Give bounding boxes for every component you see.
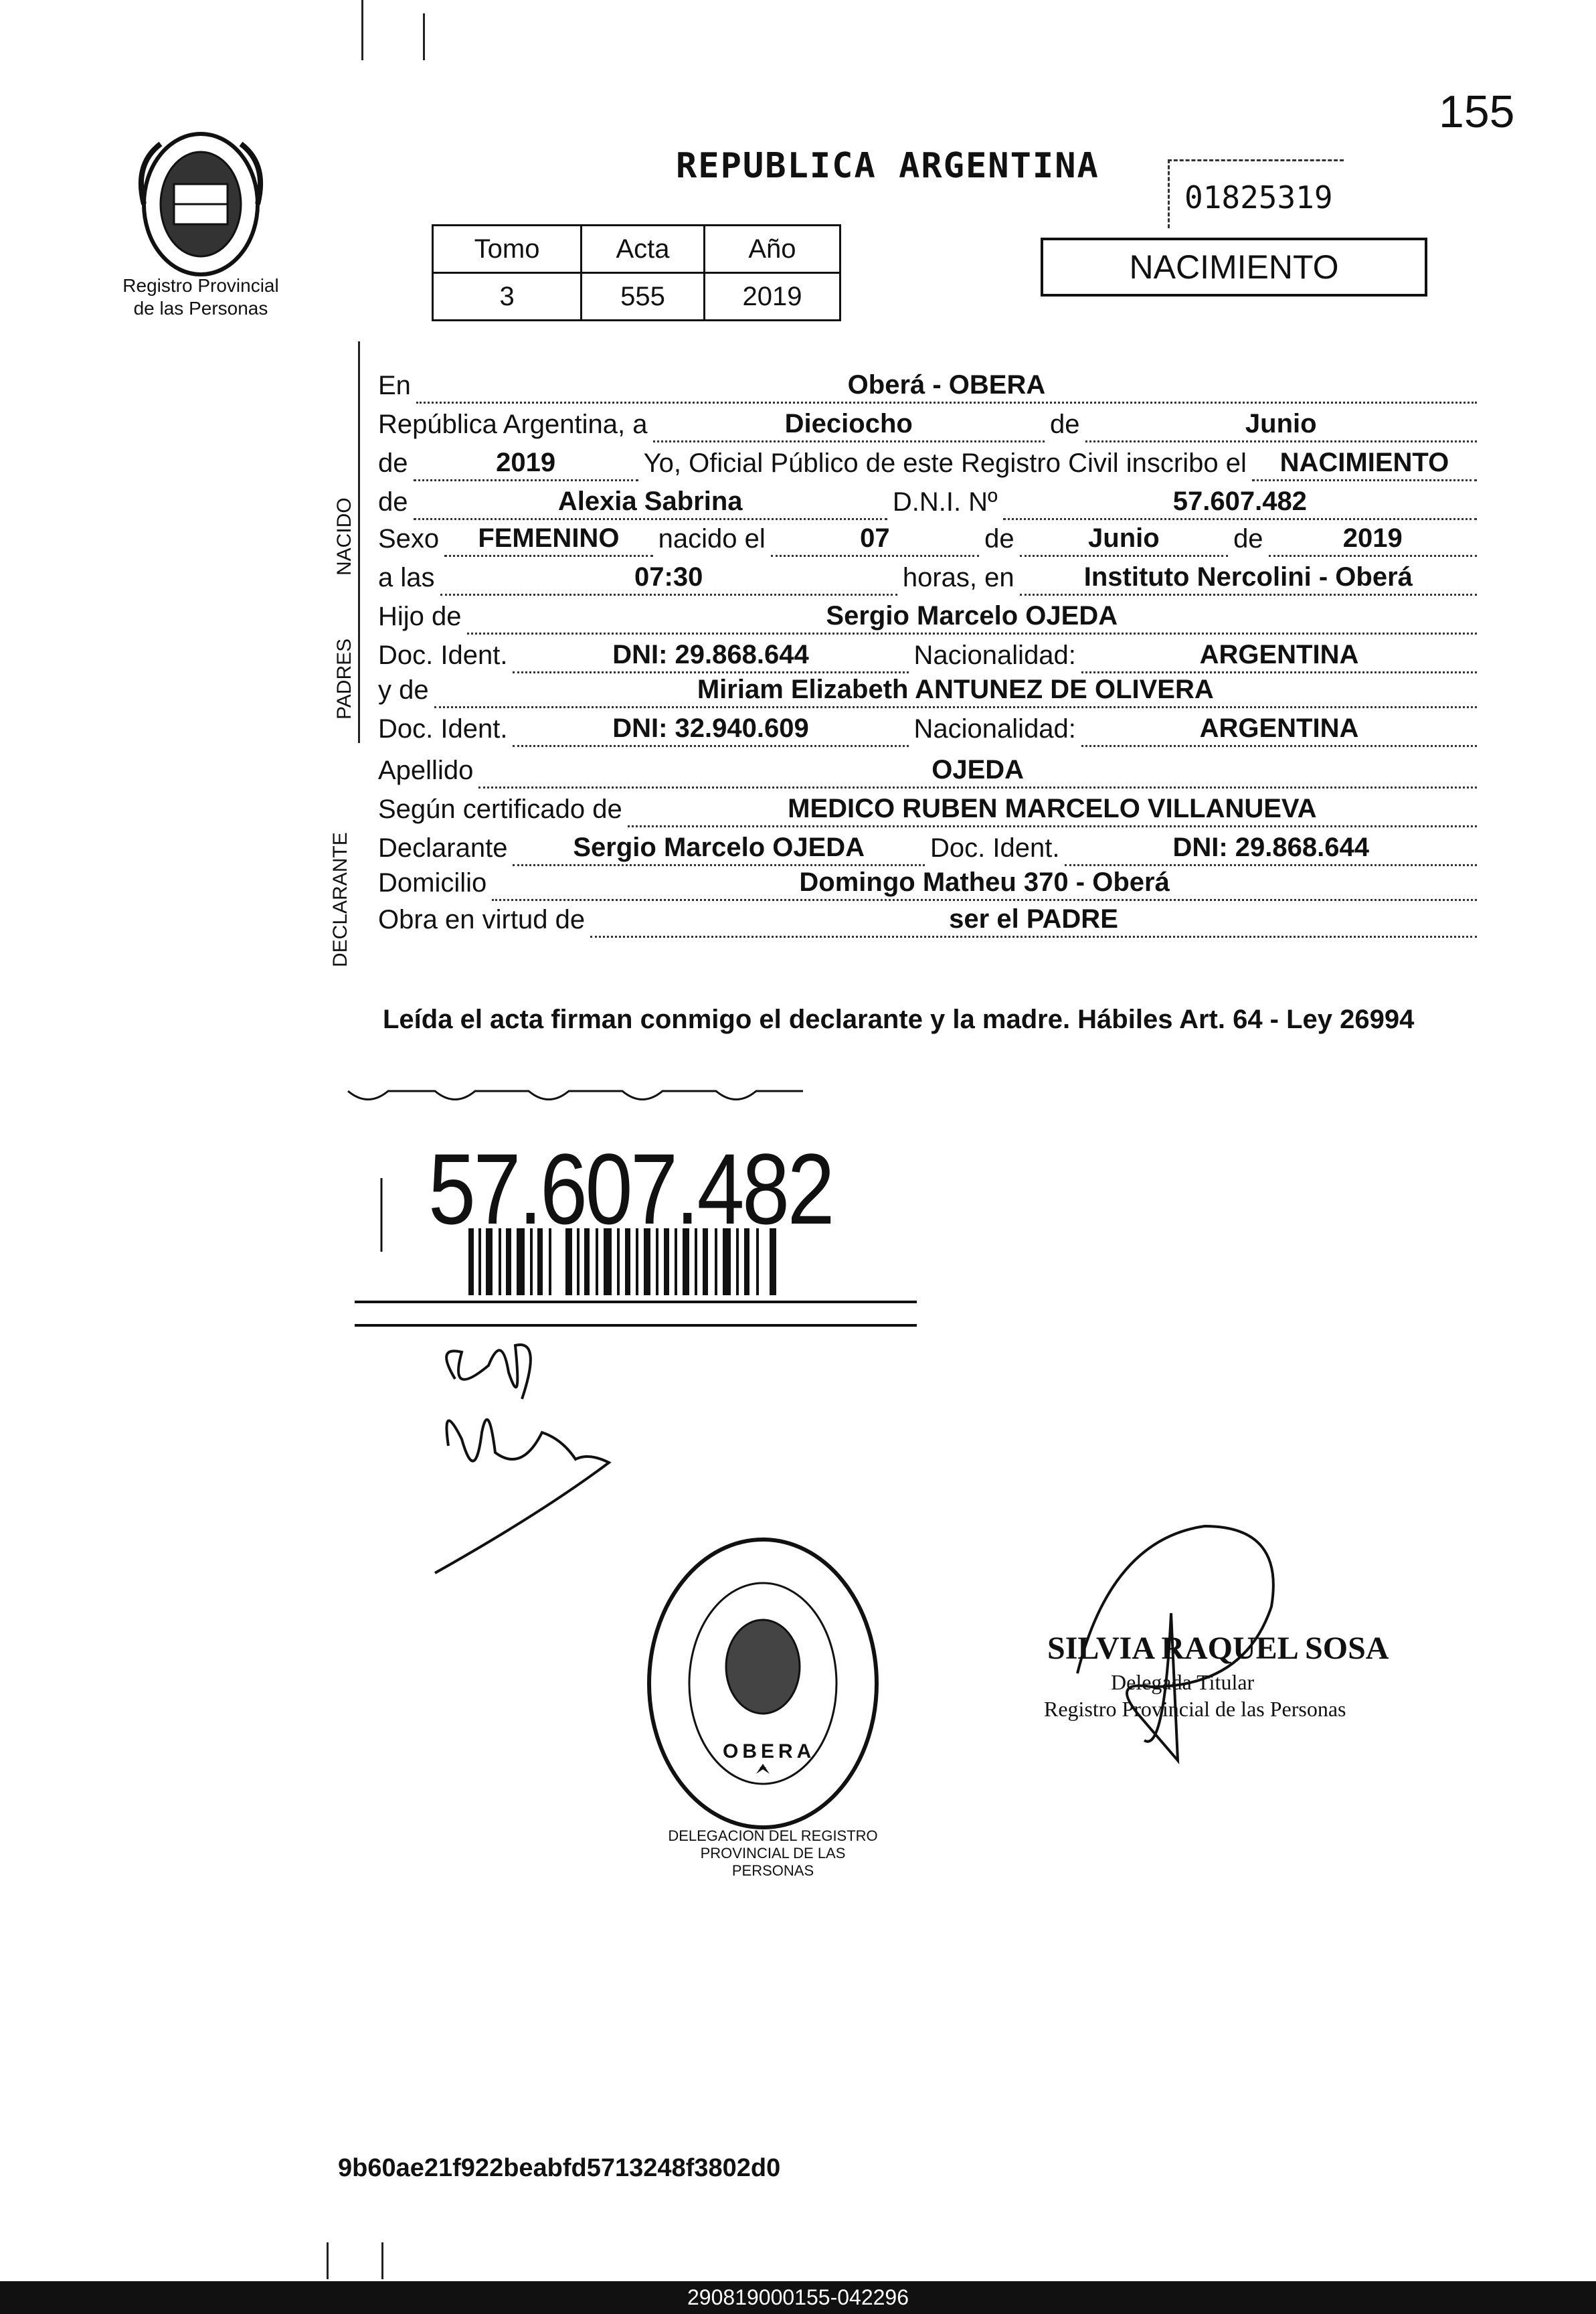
field-label: República Argentina, a	[378, 410, 648, 439]
form-row	[378, 673, 1482, 708]
field-value: 2019	[1269, 523, 1477, 557]
margin-line	[381, 2242, 383, 2279]
document-title: REPUBLICA ARGENTINA	[676, 146, 1099, 186]
footer-code: 290819000155-042296	[0, 2281, 1596, 2314]
form-row	[378, 708, 1482, 747]
field-label: Según certificado de	[378, 795, 622, 824]
left-margin-line	[358, 341, 360, 743]
form-row	[378, 520, 1482, 557]
field-label: Nacionalidad:	[913, 714, 1076, 744]
field-label: Domicilio	[378, 868, 487, 898]
value-acta: 555	[582, 273, 705, 321]
page-number: 155	[1439, 86, 1515, 137]
field-label: de	[378, 487, 408, 517]
header-tomo: Tomo	[433, 226, 582, 273]
value-anio: 2019	[704, 273, 840, 321]
field-label: Doc. Ident.	[930, 833, 1060, 863]
section-nacido: NACIDO	[333, 497, 355, 576]
field-label: Apellido	[378, 756, 474, 785]
closing-notes: Leída el acta firman conmigo el declarante y la madre. Hábiles Art. 64 - Ley 26994	[383, 1005, 1415, 1034]
document-type-box: NACIMIENTO	[1041, 238, 1427, 297]
declarant-signature	[408, 1319, 629, 1586]
field-label: de	[378, 448, 408, 478]
field-value: 07	[771, 523, 979, 557]
form-row	[378, 442, 1482, 481]
field-label: Doc. Ident.	[378, 641, 508, 670]
dni-number-large: 57.607.482	[428, 1133, 833, 1245]
province-logo	[120, 124, 281, 284]
field-value: DNI: 29.868.644	[1065, 833, 1477, 866]
field-value: NACIMIENTO	[1252, 448, 1477, 481]
seal-text: DELEGACION DEL REGISTRO PROVINCIAL DE LAS PERSONAS	[668, 1827, 878, 1879]
header-anio: Año	[704, 226, 840, 273]
field-label: Sexo	[378, 524, 440, 554]
form-row	[378, 481, 1482, 520]
field-value: MEDICO RUBEN MARCELO VILLANUEVA	[628, 794, 1477, 827]
official-office: Registro Provincial de las Personas	[1044, 1697, 1346, 1721]
form-row	[378, 557, 1482, 596]
field-label: nacido el	[658, 524, 766, 554]
field-value: 57.607.482	[1003, 487, 1477, 520]
official-name: SILVIA RAQUEL SOSA	[1047, 1631, 1389, 1666]
field-label: horas, en	[902, 563, 1014, 592]
field-value: DNI: 29.868.644	[513, 640, 908, 673]
field-value: Domingo Matheu 370 - Oberá	[492, 867, 1477, 901]
field-value: Junio	[1085, 409, 1478, 442]
field-value: OJEDA	[478, 755, 1477, 789]
seal-city: OBERA	[723, 1740, 816, 1762]
field-value: Dieciocho	[653, 409, 1045, 442]
record-table	[432, 224, 841, 321]
field-label: y de	[378, 675, 429, 705]
form-row	[378, 747, 1482, 789]
field-label: a las	[378, 563, 435, 592]
field-value: Alexia Sabrina	[414, 487, 887, 520]
form-rows	[378, 367, 1482, 938]
field-value: ser el PADRE	[590, 904, 1477, 938]
field-label: Nacionalidad:	[913, 641, 1076, 670]
form-row	[378, 866, 1482, 901]
field-value: Sergio Marcelo OJEDA	[513, 833, 925, 866]
section-padres: PADRES	[333, 638, 355, 720]
field-label: de	[1233, 524, 1263, 554]
field-label: Doc. Ident.	[378, 714, 508, 744]
form-row	[378, 404, 1482, 442]
field-label: de	[984, 524, 1014, 554]
field-value: Oberá - OBERA	[416, 370, 1477, 404]
field-value: Sergio Marcelo OJEDA	[467, 601, 1477, 635]
form-row	[378, 635, 1482, 673]
document-hash: 9b60ae21f922beabfd5713248f3802d0	[338, 2154, 781, 2182]
margin-line	[423, 13, 425, 60]
form-row	[378, 596, 1482, 635]
logo-caption-line2: de las Personas	[133, 298, 268, 319]
registry-seal	[642, 1533, 883, 1834]
field-label: Yo, Oficial Público de este Registro Civil inscribo el	[643, 448, 1247, 478]
form-row	[378, 789, 1482, 827]
field-label: Declarante	[378, 833, 508, 863]
serial-number: 01825319	[1184, 179, 1333, 216]
field-label: de	[1050, 410, 1080, 439]
field-value: FEMENINO	[444, 523, 652, 557]
value-tomo: 3	[433, 273, 582, 321]
logo-caption	[100, 274, 301, 320]
field-value: Instituto Nercolini - Oberá	[1020, 562, 1477, 596]
field-value: Junio	[1020, 523, 1228, 557]
field-value: DNI: 32.940.609	[513, 714, 908, 747]
margin-line	[327, 2242, 329, 2279]
field-value: ARGENTINA	[1081, 714, 1477, 747]
field-value: 07:30	[440, 562, 897, 596]
field-label: En	[378, 371, 411, 400]
form-row	[378, 827, 1482, 866]
field-value: Miriam Elizabeth ANTUNEZ DE OLIVERA	[434, 675, 1477, 708]
field-label: Hijo de	[378, 602, 462, 631]
field-value: ARGENTINA	[1081, 640, 1477, 673]
margin-line	[361, 0, 363, 60]
field-value: 2019	[414, 448, 638, 481]
logo-caption-line1: Registro Provincial	[122, 275, 279, 296]
official-role: Delegada Titular	[1111, 1670, 1255, 1694]
field-label: Obra en virtud de	[378, 905, 586, 934]
form-row	[378, 367, 1482, 404]
form-row	[378, 901, 1482, 938]
section-declarante: DECLARANTE	[329, 832, 351, 967]
header-acta: Acta	[582, 226, 705, 273]
field-label: D.N.I. Nº	[892, 487, 998, 517]
